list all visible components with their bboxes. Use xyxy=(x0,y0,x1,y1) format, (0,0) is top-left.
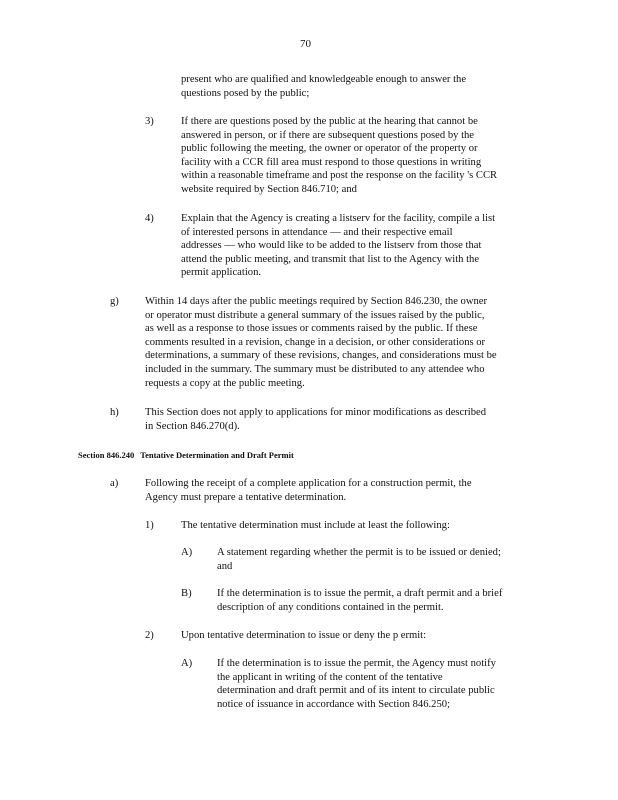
item-3-text xyxy=(181,115,497,197)
text-line: Agency must prepare a tentative determination. xyxy=(145,491,347,503)
text-line: Explain that the Agency is creating a listserv for the facility, compile a list xyxy=(181,213,496,224)
text-line: permit application. xyxy=(181,267,262,279)
item-a2-text xyxy=(181,629,426,643)
text-line: questions posed by the public; xyxy=(181,87,310,99)
item-a1B-text xyxy=(217,587,502,614)
item-label: h) xyxy=(110,407,119,418)
text-line: attend the public meeting, and transmit that list to the Agency with the xyxy=(181,253,480,265)
text-line: the applicant in writing of the content of the tentative xyxy=(217,671,443,683)
text-line: determinations, a summary of these revisions, changes, and considerations must be xyxy=(145,350,497,362)
text-line: determination and draft permit and of its intent to circulate public xyxy=(217,685,495,697)
text-line: Within 14 days after the public meetings required by Section 846.230, the owner xyxy=(145,296,488,307)
text-line: public following the meeting, the owner or operator of the property or xyxy=(181,143,478,155)
text-line: requests a copy at the public meeting. xyxy=(145,377,305,389)
section-heading xyxy=(78,449,298,463)
text-line: in Section 846.270(d). xyxy=(145,420,240,432)
text-line: included in the summary. The summary must be distributed to any attendee who xyxy=(145,363,485,375)
item-4-text xyxy=(181,212,495,280)
text-line: This Section does not apply to applications for minor modifications as described xyxy=(145,407,486,418)
text-line: If the determination is to issue the permit, a draft permit and a brief xyxy=(217,588,503,599)
item-h-text xyxy=(145,406,486,433)
item-label: 4) xyxy=(145,213,154,224)
item-label: A) xyxy=(181,658,193,669)
item-a2A-text xyxy=(217,657,496,711)
text-line: as well as a response to those issues or comments raised by the public. If these xyxy=(145,323,478,335)
text-line: facility with a CCR fill area must respond to those questions in writing xyxy=(181,156,482,168)
text-line: description of any conditions contained in the permit. xyxy=(217,601,444,613)
text-line: within a reasonable timeframe and post the response on the facility 's CCR xyxy=(181,170,498,182)
item-a-text xyxy=(145,477,472,504)
text-line: A statement regarding whether the permit is to be issued or denied; xyxy=(217,547,501,558)
text-line: of interested persons in attendance — and their respective email xyxy=(181,226,453,238)
item-label: g) xyxy=(110,296,119,307)
text-line: or operator must distribute a general summary of the issues raised by the public, xyxy=(145,309,485,321)
text-line: If the determination is to issue the permit, the Agency must notify xyxy=(217,658,496,669)
item-label: 2) xyxy=(145,630,154,641)
item-label: B) xyxy=(181,588,192,599)
text-line: The tentative determination must include at least the following: xyxy=(181,520,450,531)
text-line: addresses — who would like to be added to the listserv from those that xyxy=(181,240,482,252)
item-a1-text xyxy=(181,519,450,533)
text-line: Upon tentative determination to issue or deny the p ermit: xyxy=(181,630,427,641)
text-line: comments resulted in a revision, change in a decision, or other considerations or xyxy=(145,336,486,348)
text-line: notice of issuance in accordance with Section 846.250; xyxy=(217,698,450,710)
text-line: and xyxy=(217,560,233,572)
item-label: A) xyxy=(181,547,193,558)
item-label: 1) xyxy=(145,520,154,531)
text-line: answered in person, or if there are subsequent questions posed by the xyxy=(181,129,475,141)
item-g-text xyxy=(145,295,497,390)
item-label: a) xyxy=(110,478,119,489)
item-label: 3) xyxy=(145,116,154,127)
continued-paragraph xyxy=(181,73,466,100)
section-number: Section 846.240 xyxy=(78,450,135,460)
text-line: If there are questions posed by the public at the hearing that cannot be xyxy=(181,116,478,127)
page-number: 70 xyxy=(300,38,311,50)
text-line: present who are qualified and knowledgeable enough to answer the xyxy=(181,74,467,85)
item-a1A-text xyxy=(217,546,501,573)
text-line: Following the receipt of a complete application for a construction permit, the xyxy=(145,478,472,489)
section-title: Tentative Determination and Draft Permit xyxy=(140,450,294,460)
text-line: website required by Section 846.710; and xyxy=(181,183,357,195)
